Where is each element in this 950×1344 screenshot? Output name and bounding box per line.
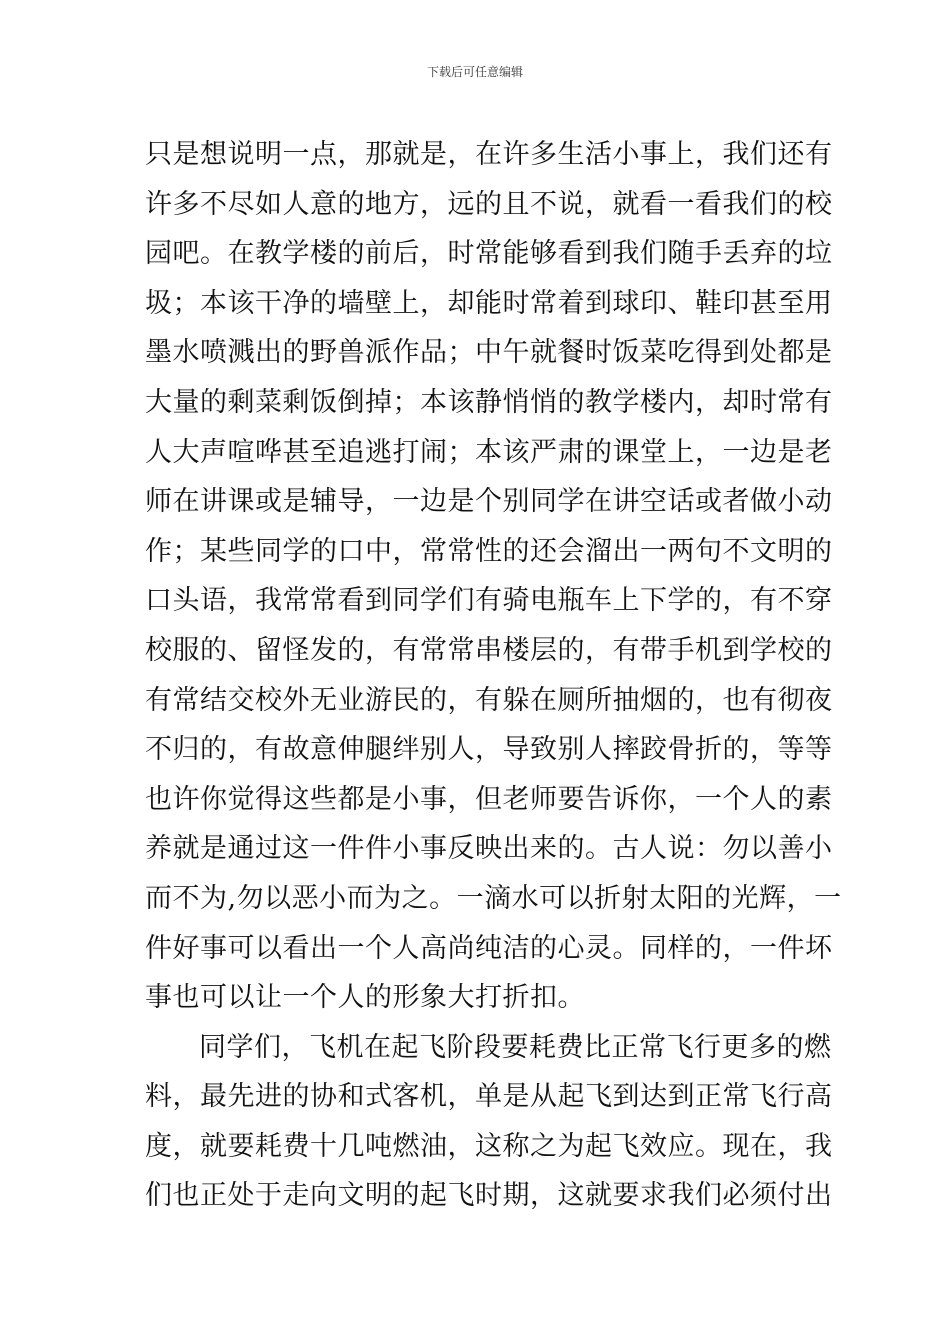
- text-line: 大量的剩菜剩饭倒掉；本该静悄悄的教学楼内，却时常有: [145, 386, 833, 418]
- text-line: 不归的，有故意伸腿绊别人，导致别人摔跤骨折的，等等: [145, 734, 833, 766]
- text-line: 度，就要耗费十几吨燃油，这称之为起飞效应。现在，我: [145, 1130, 833, 1162]
- text-line: 许多不尽如人意的地方，远的且不说，就看一看我们的校: [145, 188, 833, 220]
- text-line: 料，最先进的协和式客机，单是从起飞到达到正常飞行高: [145, 1081, 833, 1113]
- text-line: 圾；本该干净的墙壁上，却能时常着到球印、鞋印甚至用: [145, 287, 833, 319]
- text-line: 作；某些同学的口中，常常性的还会溜出一两句不文明的: [145, 535, 833, 567]
- text-line: 件好事可以看出一个人高尚纯洁的心灵。同样的，一件坏: [145, 932, 833, 964]
- page-header: 下载后可任意编辑: [426, 65, 523, 79]
- text-line: 养就是通过这一件件小事反映出来的。古人说：勿以善小: [145, 833, 833, 865]
- text-line: 人大声喧哗甚至追逃打闹；本该严肃的课堂上，一边是老: [145, 436, 833, 468]
- text-line: 而不为,勿以恶小而为之。一滴水可以折射太阳的光辉，一: [145, 882, 842, 914]
- text-line: 只是想说明一点，那就是，在许多生活小事上，我们还有: [145, 139, 833, 170]
- text-line: 师在讲课或是辅导，一边是个别同学在讲空话或者做小动: [145, 486, 833, 518]
- text-line: 事也可以让一个人的形象大打折扣。: [145, 982, 585, 1014]
- text-line: 同学们，飞机在起飞阶段要耗费比正常飞行更多的燃: [199, 1031, 832, 1063]
- text-line: 口头语，我常常看到同学们有骑电瓶车上下学的，有不穿: [145, 585, 833, 617]
- text-line: 有常结交校外无业游民的，有躲在厕所抽烟的，也有彻夜: [145, 684, 833, 716]
- text-line: 园吧。在教学楼的前后，时常能够看到我们随手丢弃的垃: [145, 238, 833, 270]
- document-body: [145, 130, 842, 1221]
- text-line: 校服的、留怪发的，有常常串楼层的，有带手机到学校的: [145, 634, 833, 666]
- text-line: 墨水喷溅出的野兽派作品；中午就餐时饭菜吃得到处都是: [145, 337, 833, 369]
- text-line: 们也正处于走向文明的起飞时期，这就要求我们必须付出: [145, 1180, 833, 1212]
- text-line: 也许你觉得这些都是小事，但老师要告诉你，一个人的素: [145, 783, 833, 815]
